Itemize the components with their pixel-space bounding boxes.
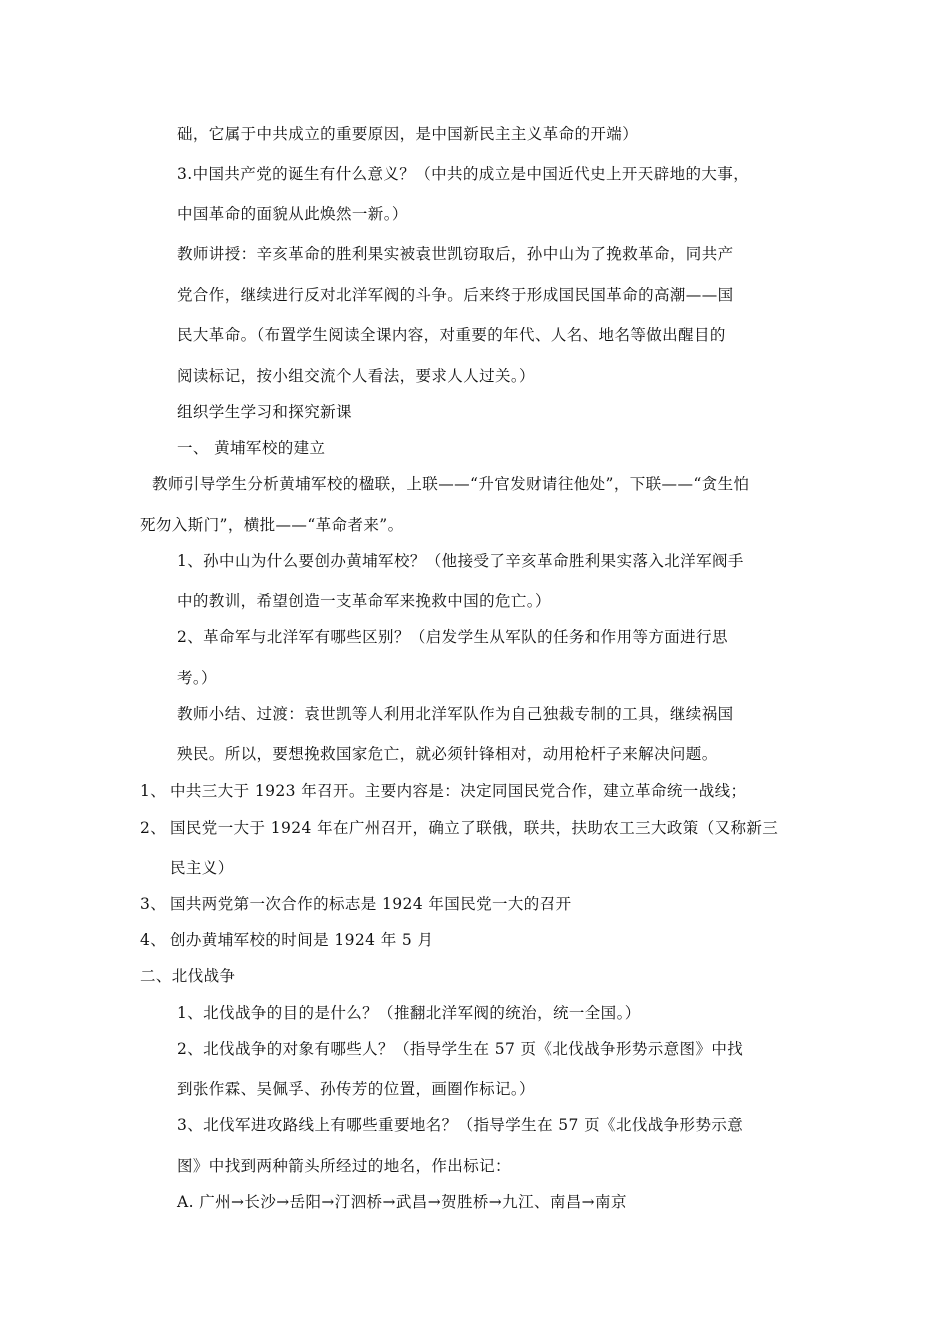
text-line: 到张作霖、吴佩孚、孙传芳的位置，画圈作标记。）	[177, 1080, 535, 1098]
numbered-item	[140, 894, 572, 914]
text-line: 中的教训，希望创造一支革命军来挽救中国的危亡。）	[177, 592, 551, 610]
section-2-heading: 二、北伐战争	[140, 967, 236, 985]
question-line: 3、北伐军进攻路线上有哪些重要地名？（指导学生在 57 页《北伐战争形势示意	[177, 1116, 744, 1134]
item-text: 创办黄埔军校的时间是 1924 年 5 月	[170, 931, 434, 949]
text-line: 教师引导学生分析黄埔军校的楹联，上联——“升官发财请往他处”，下联——“贪生怕	[152, 475, 750, 493]
text-line: 考。）	[177, 669, 217, 687]
text-line: 础，它属于中共成立的重要原因，是中国新民主主义革命的开端）	[177, 125, 639, 143]
question-line: 1、北伐战争的目的是什么？（推翻北洋军阀的统治，统一全国。）	[177, 1004, 641, 1022]
item-number: 1、	[140, 782, 167, 800]
teacher-summary-line: 教师小结、过渡：袁世凯等人利用北洋军队作为自己独裁专制的工具，继续祸国	[177, 705, 734, 723]
teacher-lecture-line: 教师讲授：辛亥革命的胜利果实被袁世凯窃取后，孙中山为了挽救革命，同共产	[177, 245, 734, 263]
item-text: 国民党一大于 1924 年在广州召开，确立了联俄，联共，扶助农工三大政策（又称新三	[170, 819, 779, 837]
text-line: 死勿入斯门”，横批——“革命者来”。	[140, 516, 404, 534]
item-number: 4、	[140, 931, 167, 949]
text-line: 党合作，继续进行反对北洋军阀的斗争。后来终于形成国民国革命的高潮——国	[177, 286, 734, 304]
subheading: 组织学生学习和探究新课	[177, 403, 352, 421]
numbered-item	[140, 930, 433, 950]
question-line: 2、革命军与北洋军有哪些区别？（启发学生从军队的任务和作用等方面进行思	[177, 628, 728, 646]
section-1-heading: 一、 黄埔军校的建立	[177, 439, 326, 457]
question-line: 1、孙中山为什么要创办黄埔军校？（他接受了辛亥革命胜利果实落入北洋军阀手	[177, 552, 744, 570]
text-line: 图》中找到两种箭头所经过的地名，作出标记：	[177, 1157, 511, 1175]
text-line: 民大革命。（布置学生阅读全课内容，对重要的年代、人名、地名等做出醒目的	[177, 326, 726, 344]
numbered-item	[140, 818, 778, 838]
text-line: 阅读标记，按小组交流个人看法，要求人人过关。）	[177, 367, 535, 385]
text-line: 殃民。所以，要想挽救国家危亡，就必须针锋相对，动用枪杆子来解决问题。	[177, 745, 718, 763]
item-number: 3、	[140, 895, 167, 913]
item-text: 中共三大于 1923 年召开。主要内容是：决定同国民党合作，建立革命统一战线；	[170, 782, 747, 800]
item-number: 2、	[140, 819, 167, 837]
route-line: A. 广州→长沙→岳阳→汀泗桥→武昌→贺胜桥→九江、南昌→南京	[177, 1193, 627, 1211]
text-line: 中国革命的面貌从此焕然一新。）	[177, 205, 408, 223]
item-continuation: 民主义）	[170, 859, 234, 877]
item-text: 国共两党第一次合作的标志是 1924 年国民党一大的召开	[170, 895, 572, 913]
question-3-line: 3.中国共产党的诞生有什么意义？（中共的成立是中国近代史上开天辟地的大事，	[177, 165, 750, 183]
numbered-item	[140, 781, 746, 801]
question-line: 2、北伐战争的对象有哪些人？（指导学生在 57 页《北伐战争形势示意图》中找	[177, 1040, 744, 1058]
